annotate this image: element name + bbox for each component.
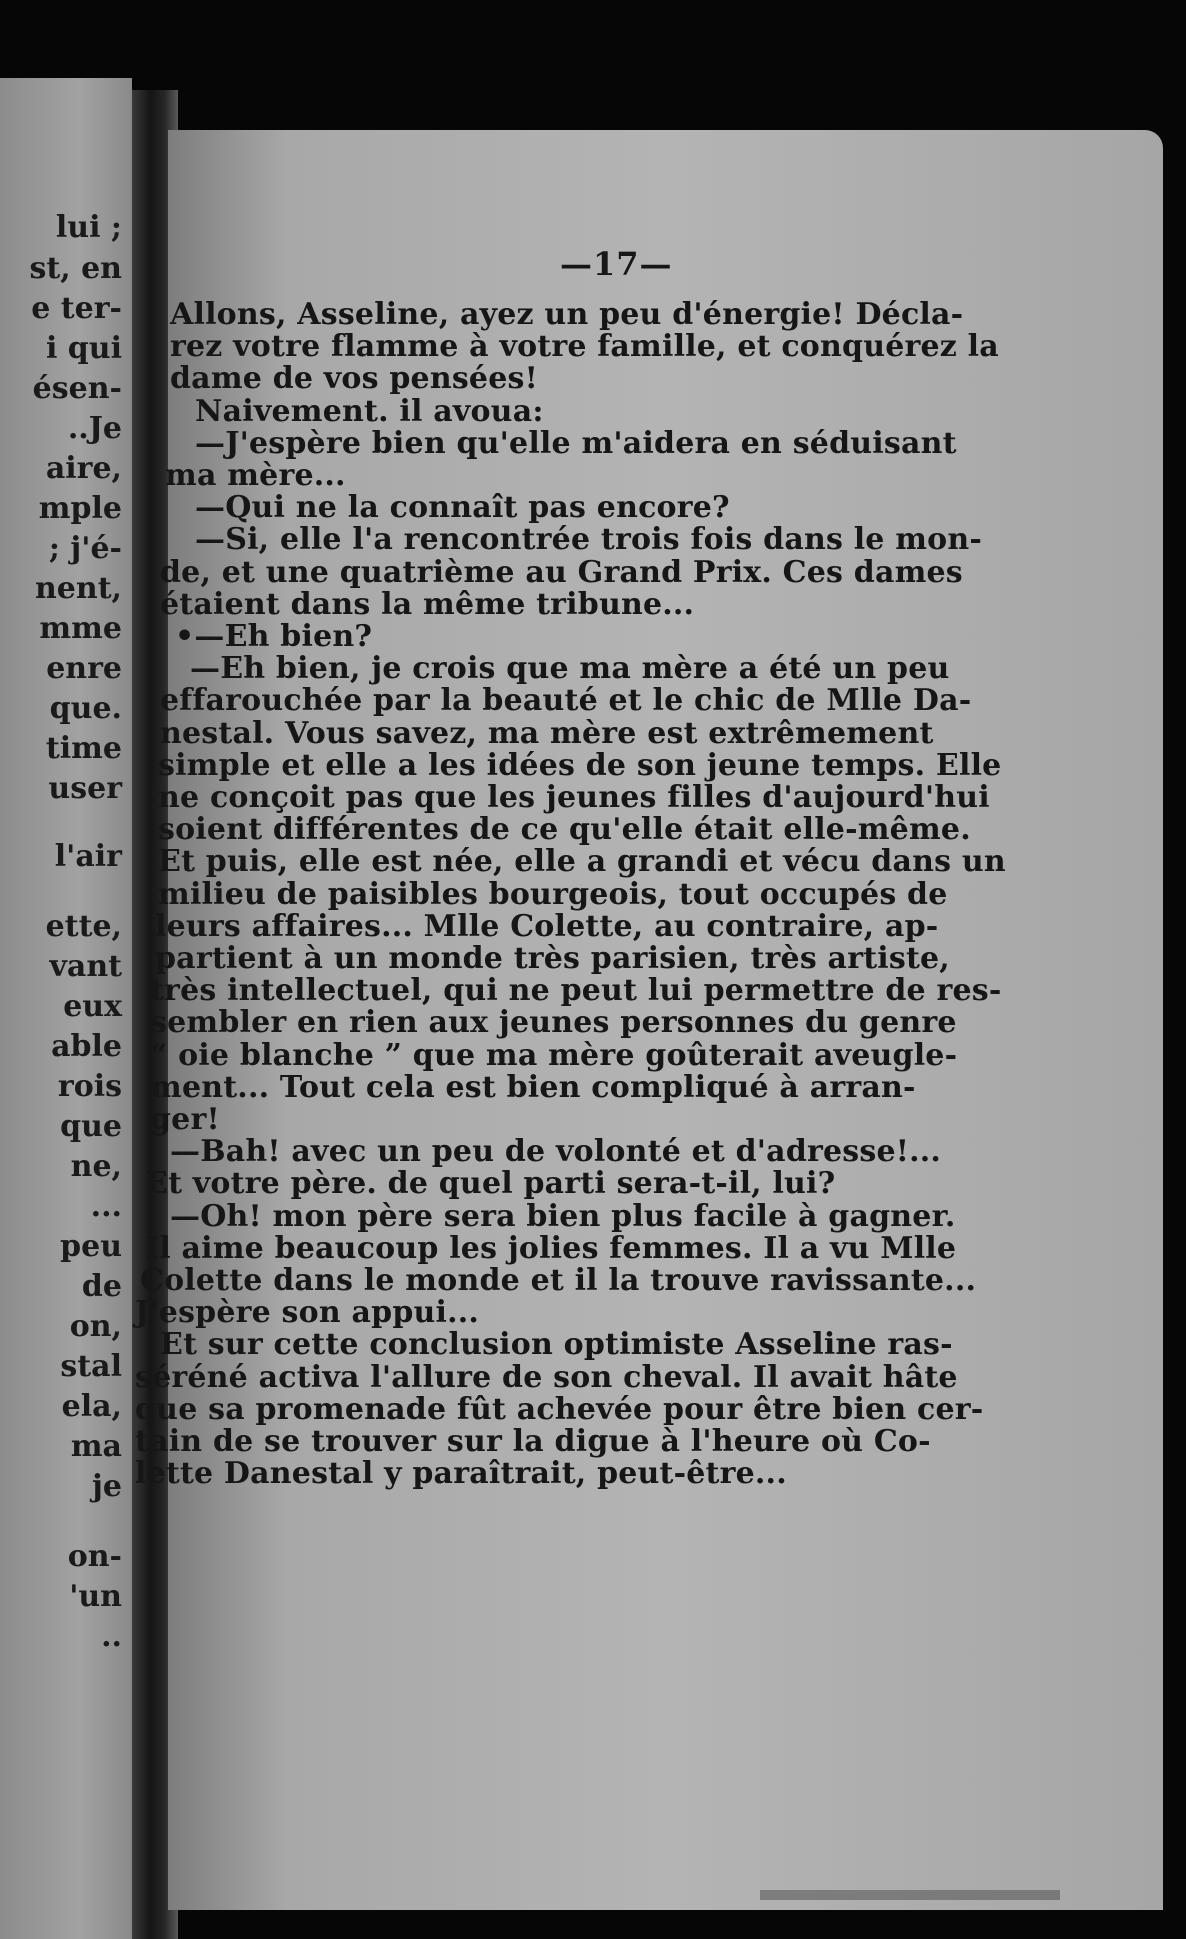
left-fragment-line: vant [49,949,122,984]
left-fragment-line: lui ; [55,210,122,245]
left-fragment-line: able [51,1029,122,1064]
left-fragment-line: mme [39,611,122,646]
text-line: séréné activa l'allure de son cheval. Il avait hâte [135,1360,958,1395]
text-line: Il aime beaucoup les jolies femmes. Il a vu Mlle [145,1231,957,1266]
text-line: leurs affaires... Mlle Colette, au contraire, ap- [155,909,939,944]
text-line: —J'espère bien qu'elle m'aidera en séduisant [195,426,957,461]
left-fragment-line: l'air [54,839,122,874]
text-line: —Qui ne la connaît pas encore? [195,490,730,525]
text-line: ger! [150,1102,220,1137]
text-line: milieu de paisibles bourgeois, tout occupés de [158,877,948,912]
left-fragment-line: aire, [45,451,122,486]
left-fragment-line: user [48,771,122,806]
text-line: —Oh! mon père sera bien plus facile à gagner. [170,1199,956,1234]
left-fragment-line: ma [70,1429,122,1464]
text-line: —Eh bien, je crois que ma mère a été un peu [190,651,950,686]
text-line: rez votre flamme à votre famille, et conquérez la [170,329,999,364]
text-line: simple et elle a les idées de son jeune temps. Elle [158,748,1002,783]
left-fragment-line: nent, [34,571,122,606]
text-line: ma mère... [165,458,346,493]
left-fragment-line: ..Je [67,411,122,446]
text-line: dame de vos pensées! [170,361,538,396]
text-line: Et votre père. de quel parti sera-t-il, lui? [145,1166,836,1201]
left-fragment-line: eux [63,989,122,1024]
left-fragment-line: ésen- [32,371,122,406]
text-line: —Si, elle l'a rencontrée trois fois dans le mon- [195,522,983,557]
text-line: étaient dans la même tribune... [160,587,695,622]
left-fragment-line: time [45,731,122,766]
text-line: Allons, Asseline, ayez un peu d'énergie! Décla- [170,297,964,332]
text-line: Colette dans le monde et il la trouve ravissante... [140,1263,977,1298]
left-fragment-line: peu [60,1229,122,1264]
text-line: J'espère son appui... [135,1295,480,1330]
text-line: •—Eh bien? [175,619,373,654]
left-fragment-line: stal [60,1349,122,1384]
left-fragment-line: rois [57,1069,122,1104]
left-fragment-line: enre [46,651,122,686]
text-line: Naivement. il avoua: [195,394,544,429]
left-fragment-line: ela, [61,1389,122,1424]
text-line: ne conçoit pas que les jeunes filles d'aujourd'hui [158,780,990,815]
left-fragment-line: i qui [45,331,122,366]
text-line: Et sur cette conclusion optimiste Asseline ras- [160,1327,953,1362]
text-line: tain de se trouver sur la digue à l'heure où Co- [135,1424,931,1459]
left-fragment-line: ... [90,1189,122,1224]
left-fragment-line: st, en [29,251,122,286]
left-fragment-line: de [81,1269,122,1304]
left-fragment-line: que. [49,691,122,726]
text-line: sembler en rien aux jeunes personnes du genre [150,1005,957,1040]
left-fragment-line: que [60,1109,122,1144]
text-line: très intellectuel, qui ne peut lui permettre de res- [150,973,1002,1008]
text-line: partient à un monde très parisien, très artiste, [155,941,950,976]
left-fragment-line: e ter- [31,291,122,326]
text-line: soient différentes de ce qu'elle était elle-même. [158,812,971,847]
text-line: que sa promenade fût achevée pour être bien cer- [135,1392,984,1427]
page-number: —17— [560,245,673,283]
left-fragment-line: ne, [70,1149,122,1184]
left-fragment-line: ette, [45,909,122,944]
text-line: nestal. Vous savez, ma mère est extrêmement [160,716,934,751]
bottom-smudge [760,1890,1060,1900]
left-page-fragment [0,78,132,1939]
left-fragment-line: .. [101,1619,122,1654]
left-fragment-line: on, [69,1309,122,1344]
left-fragment-line: ; j'é- [48,531,122,566]
text-line: “ oie blanche ” que ma mère goûterait aveugle- [150,1038,958,1073]
text-line: ment... Tout cela est bien compliqué à arran- [150,1070,916,1105]
left-fragment-line: on- [67,1539,122,1574]
text-line: effarouchée par la beauté et le chic de Mlle Da- [160,683,972,718]
text-line: lette Danestal y paraîtrait, peut-être... [135,1456,787,1491]
left-fragment-line: mple [38,491,122,526]
left-fragment-line: 'un [69,1579,122,1614]
left-fragment-line: je [92,1469,122,1504]
text-line: Et puis, elle est née, elle a grandi et vécu dans un [158,844,1006,879]
text-line: —Bah! avec un peu de volonté et d'adresse!... [170,1134,942,1169]
text-line: de, et une quatrième au Grand Prix. Ces dames [160,555,963,590]
